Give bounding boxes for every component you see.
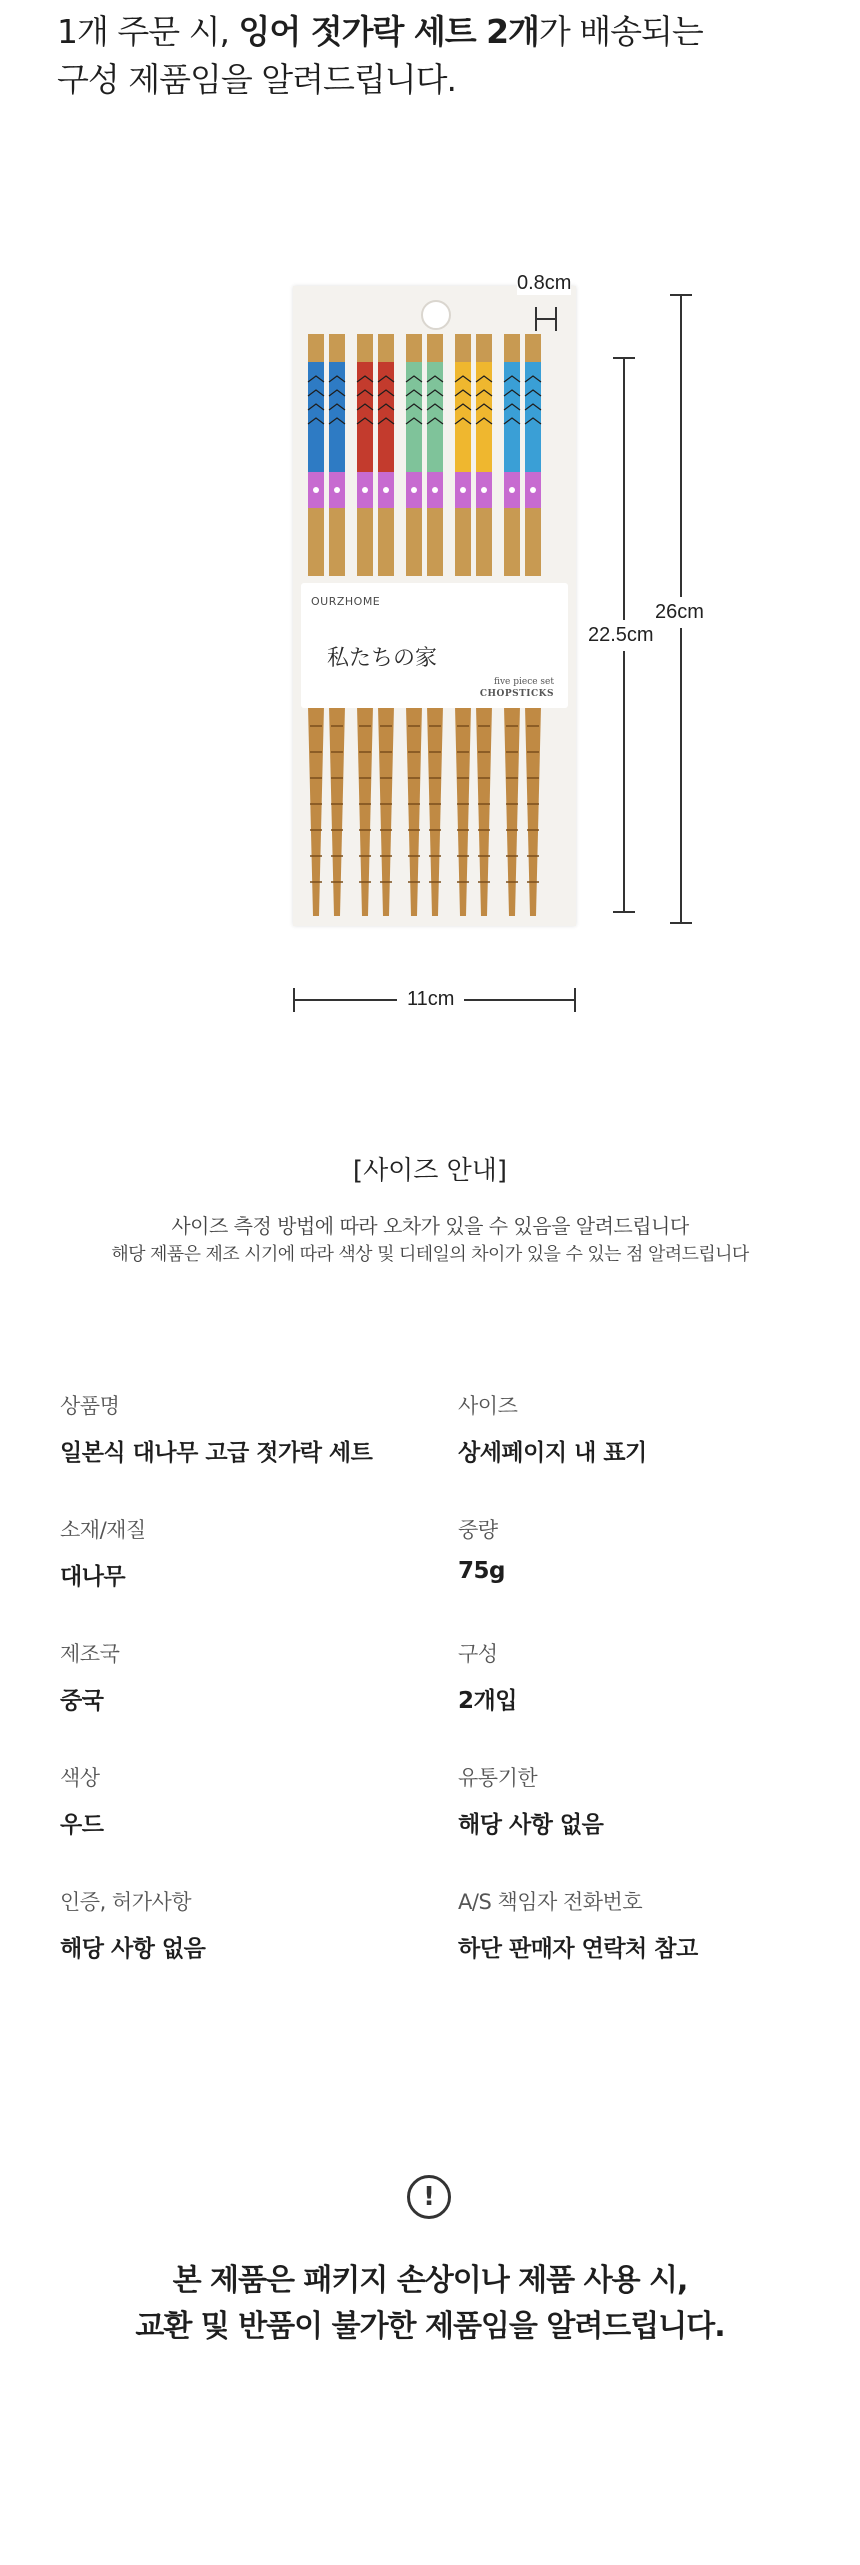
chopstick-tip bbox=[308, 706, 324, 916]
chopstick-tip bbox=[525, 706, 541, 916]
chopstick-top bbox=[329, 334, 345, 362]
chopstick-top bbox=[406, 334, 422, 362]
chopstick-mid bbox=[455, 508, 471, 576]
spec-as-contact bbox=[458, 1886, 848, 1963]
chopstick-color-band bbox=[329, 362, 345, 472]
package-product-type: CHOPSTICKS bbox=[479, 689, 554, 699]
width-label: 11cm bbox=[397, 988, 464, 1011]
size-guide-note-2: 해당 제품은 제조 시기에 따라 색상 및 디테일의 차이가 있을 수 있는 점 알려드립니다 bbox=[111, 1244, 749, 1265]
spec-label: 구성 bbox=[458, 1642, 498, 1666]
chopstick-mid bbox=[357, 508, 373, 576]
spec-color bbox=[60, 1762, 450, 1839]
chopstick-tip bbox=[504, 706, 520, 916]
spec-label: 중량 bbox=[458, 1518, 498, 1542]
spec-material bbox=[60, 1514, 450, 1591]
chopstick-top bbox=[378, 334, 394, 362]
chopstick-mid bbox=[525, 508, 541, 576]
chopstick-dot bbox=[334, 487, 340, 493]
chopstick-dot bbox=[432, 487, 438, 493]
chopstick-mid bbox=[504, 508, 520, 576]
size-guide-note-1: 사이즈 측정 방법에 따라 오차가 있을 수 있음을 알려드립니다 bbox=[171, 1214, 689, 1238]
spec-label: 유통기한 bbox=[458, 1766, 538, 1790]
chopstick-mid bbox=[476, 508, 492, 576]
chopstick-mid bbox=[378, 508, 394, 576]
chopstick-dot bbox=[313, 487, 319, 493]
chopstick-top bbox=[427, 334, 443, 362]
chopstick-color-band bbox=[525, 362, 541, 472]
chopstick-mid bbox=[308, 508, 324, 576]
spec-label: 사이즈 bbox=[458, 1394, 518, 1418]
size-guide-title: [사이즈 안내] bbox=[352, 1156, 508, 1186]
chopstick-tip bbox=[427, 706, 443, 916]
chopstick-top bbox=[308, 334, 324, 362]
chopstick-mid bbox=[329, 508, 345, 576]
spec-size bbox=[458, 1390, 848, 1467]
spec-label: 소재/재질 bbox=[60, 1518, 146, 1542]
chopstick-top bbox=[525, 334, 541, 362]
product-package-image bbox=[293, 286, 576, 926]
spec-value: 우드 bbox=[60, 1812, 104, 1838]
thickness-label: 0.8cm bbox=[517, 272, 572, 294]
notice-line-1: 본 제품은 패키지 손상이나 제품 사용 시, bbox=[172, 2263, 688, 2298]
package-label bbox=[301, 583, 568, 708]
chopstick-tip bbox=[455, 706, 471, 916]
chopstick-tip bbox=[378, 706, 394, 916]
intro-line-2: 구성 제품임을 알려드립니다. bbox=[57, 60, 457, 99]
chopstick-tip bbox=[406, 706, 422, 916]
spec-value: 하단 판매자 연락처 참고 bbox=[458, 1936, 698, 1962]
intro-text bbox=[57, 8, 817, 104]
chopstick-top bbox=[455, 334, 471, 362]
spec-value: 2개입 bbox=[458, 1688, 517, 1714]
intro-line-1 bbox=[57, 8, 817, 56]
spec-value: 중국 bbox=[60, 1688, 104, 1714]
chopstick-color-band bbox=[357, 362, 373, 472]
spec-value: 대나무 bbox=[60, 1564, 126, 1590]
exclamation-circle-icon: ! bbox=[407, 2175, 451, 2219]
spec-label: 상품명 bbox=[60, 1394, 120, 1418]
chopstick-color-band bbox=[504, 362, 520, 472]
spec-value: 해당 사항 없음 bbox=[458, 1812, 604, 1838]
return-policy-notice bbox=[0, 2258, 860, 2350]
chopstick-top bbox=[476, 334, 492, 362]
chopstick-mid bbox=[406, 508, 422, 576]
spec-value: 상세페이지 내 표기 bbox=[458, 1440, 647, 1466]
chopstick-color-band bbox=[476, 362, 492, 472]
notice-line-2: 교환 및 반품이 불가한 제품임을 알려드립니다. bbox=[135, 2309, 725, 2344]
inner-length-label: 22.5cm bbox=[588, 620, 654, 651]
chopstick-dot bbox=[362, 487, 368, 493]
total-length-label: 26cm bbox=[655, 597, 704, 628]
spec-label: 제조국 bbox=[60, 1642, 120, 1666]
chopstick-color-band bbox=[455, 362, 471, 472]
chopstick-color-band bbox=[427, 362, 443, 472]
chopstick-mid bbox=[427, 508, 443, 576]
spec-value: 일본식 대나무 고급 젓가락 세트 bbox=[60, 1440, 373, 1466]
chopstick-dot bbox=[411, 487, 417, 493]
spec-weight bbox=[458, 1514, 848, 1584]
chopstick-dot bbox=[509, 487, 515, 493]
chopstick-dot bbox=[460, 487, 466, 493]
intro-line-1-prefix: 1개 주문 시, bbox=[57, 12, 239, 51]
chopstick-dot bbox=[383, 487, 389, 493]
chopstick-color-band bbox=[308, 362, 324, 472]
brand-name: OURZHOME bbox=[311, 595, 381, 608]
chopstick-tip bbox=[329, 706, 345, 916]
chopstick-dot bbox=[530, 487, 536, 493]
spec-product-name bbox=[60, 1390, 450, 1467]
package-script-title: 私たちの家 bbox=[327, 646, 438, 671]
chopstick-tip bbox=[357, 706, 373, 916]
spec-value: 75g bbox=[458, 1558, 505, 1584]
spec-country bbox=[60, 1638, 450, 1715]
spec-expiry bbox=[458, 1762, 848, 1839]
intro-line-1-highlight: 잉어 젓가락 세트 2개 bbox=[238, 12, 539, 51]
chopstick-top bbox=[504, 334, 520, 362]
chopstick-tip bbox=[476, 706, 492, 916]
spec-composition bbox=[458, 1638, 848, 1715]
chopstick-top bbox=[357, 334, 373, 362]
chopstick-dot bbox=[481, 487, 487, 493]
chopstick-color-band bbox=[406, 362, 422, 472]
spec-value: 해당 사항 없음 bbox=[60, 1936, 206, 1962]
chopstick-color-band bbox=[378, 362, 394, 472]
spec-label: 인증, 허가사항 bbox=[60, 1890, 192, 1914]
spec-certification bbox=[60, 1886, 450, 1963]
spec-label: A/S 책임자 전화번호 bbox=[458, 1890, 643, 1914]
package-subtitle: five piece set bbox=[493, 677, 554, 687]
intro-line-1-suffix: 가 배송되는 bbox=[538, 12, 703, 51]
spec-label: 색상 bbox=[60, 1766, 100, 1790]
